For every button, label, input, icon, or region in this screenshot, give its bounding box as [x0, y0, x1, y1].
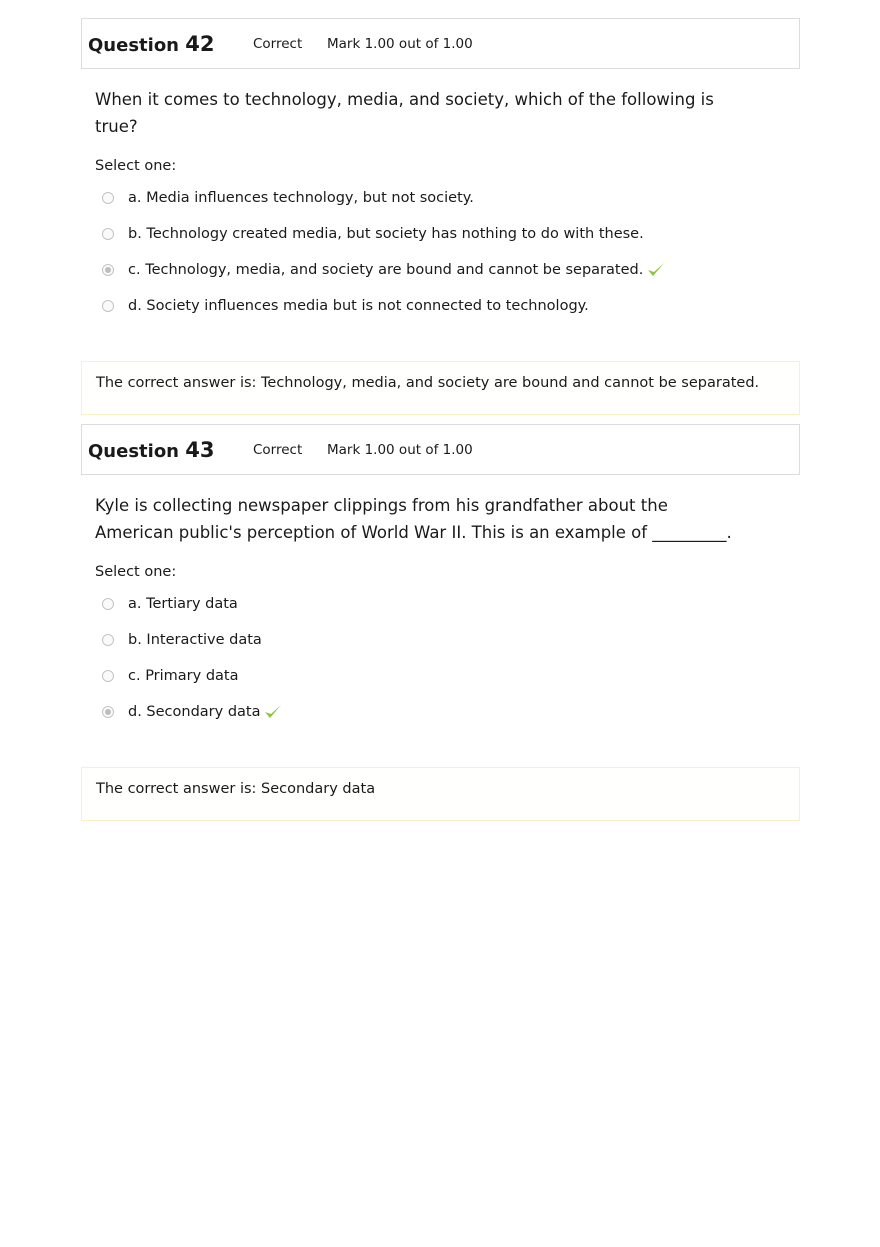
question-num: 42	[185, 31, 215, 56]
radio-button[interactable]	[102, 228, 114, 240]
radio-button-selected[interactable]	[102, 706, 114, 718]
answer-list	[102, 586, 800, 730]
question-info-bar	[81, 18, 800, 69]
answer-label: d. Society influences media but is not connected to technology.	[128, 298, 589, 314]
question-number	[88, 438, 253, 462]
answer-label: c. Primary data	[128, 668, 239, 684]
question-text: Kyle is collecting newspaper clippings from his grandfather about the American public's perception of World War II. This is an example of _________.	[95, 496, 732, 542]
answer-option-d[interactable]	[102, 694, 800, 730]
answer-option-a[interactable]	[102, 180, 800, 216]
correct-check-icon	[647, 262, 665, 278]
question-42	[81, 18, 800, 415]
select-one-prompt: Select one:	[95, 158, 177, 174]
question-text: When it comes to technology, media, and society, which of the following is true?	[95, 90, 714, 136]
question-num: 43	[185, 437, 215, 462]
radio-button[interactable]	[102, 192, 114, 204]
correct-answer-feedback: The correct answer is: Secondary data	[81, 767, 800, 821]
correct-check-icon	[264, 704, 282, 720]
question-43	[81, 424, 800, 821]
answer-option-a[interactable]	[102, 586, 800, 622]
question-state: Correct	[253, 35, 303, 52]
answer-list	[102, 180, 800, 324]
question-grade: Mark 1.00 out of 1.00	[327, 441, 473, 458]
answer-label: b. Interactive data	[128, 632, 262, 648]
question-grade: Mark 1.00 out of 1.00	[327, 35, 473, 52]
answer-label: b. Technology created media, but society has nothing to do with these.	[128, 226, 644, 242]
answer-label: c. Technology, media, and society are bound and cannot be separated.	[128, 262, 644, 278]
correct-answer-feedback: The correct answer is: Technology, media, and society are bound and cannot be separated.	[81, 361, 800, 415]
question-label: Question	[88, 440, 179, 462]
question-info-bar	[81, 424, 800, 475]
radio-button[interactable]	[102, 598, 114, 610]
answer-label: d. Secondary data	[128, 704, 261, 720]
radio-button-selected[interactable]	[102, 264, 114, 276]
answer-option-c[interactable]	[102, 658, 800, 694]
answer-label: a. Tertiary data	[128, 596, 238, 612]
answer-option-d[interactable]	[102, 288, 800, 324]
answer-option-b[interactable]	[102, 622, 800, 658]
question-state: Correct	[253, 441, 303, 458]
answer-option-c[interactable]	[102, 252, 800, 288]
question-label: Question	[88, 34, 179, 56]
answer-option-b[interactable]	[102, 216, 800, 252]
radio-button[interactable]	[102, 670, 114, 682]
question-number	[88, 32, 253, 56]
answer-label: a. Media influences technology, but not society.	[128, 190, 474, 206]
radio-button[interactable]	[102, 300, 114, 312]
select-one-prompt: Select one:	[95, 564, 177, 580]
radio-button[interactable]	[102, 634, 114, 646]
